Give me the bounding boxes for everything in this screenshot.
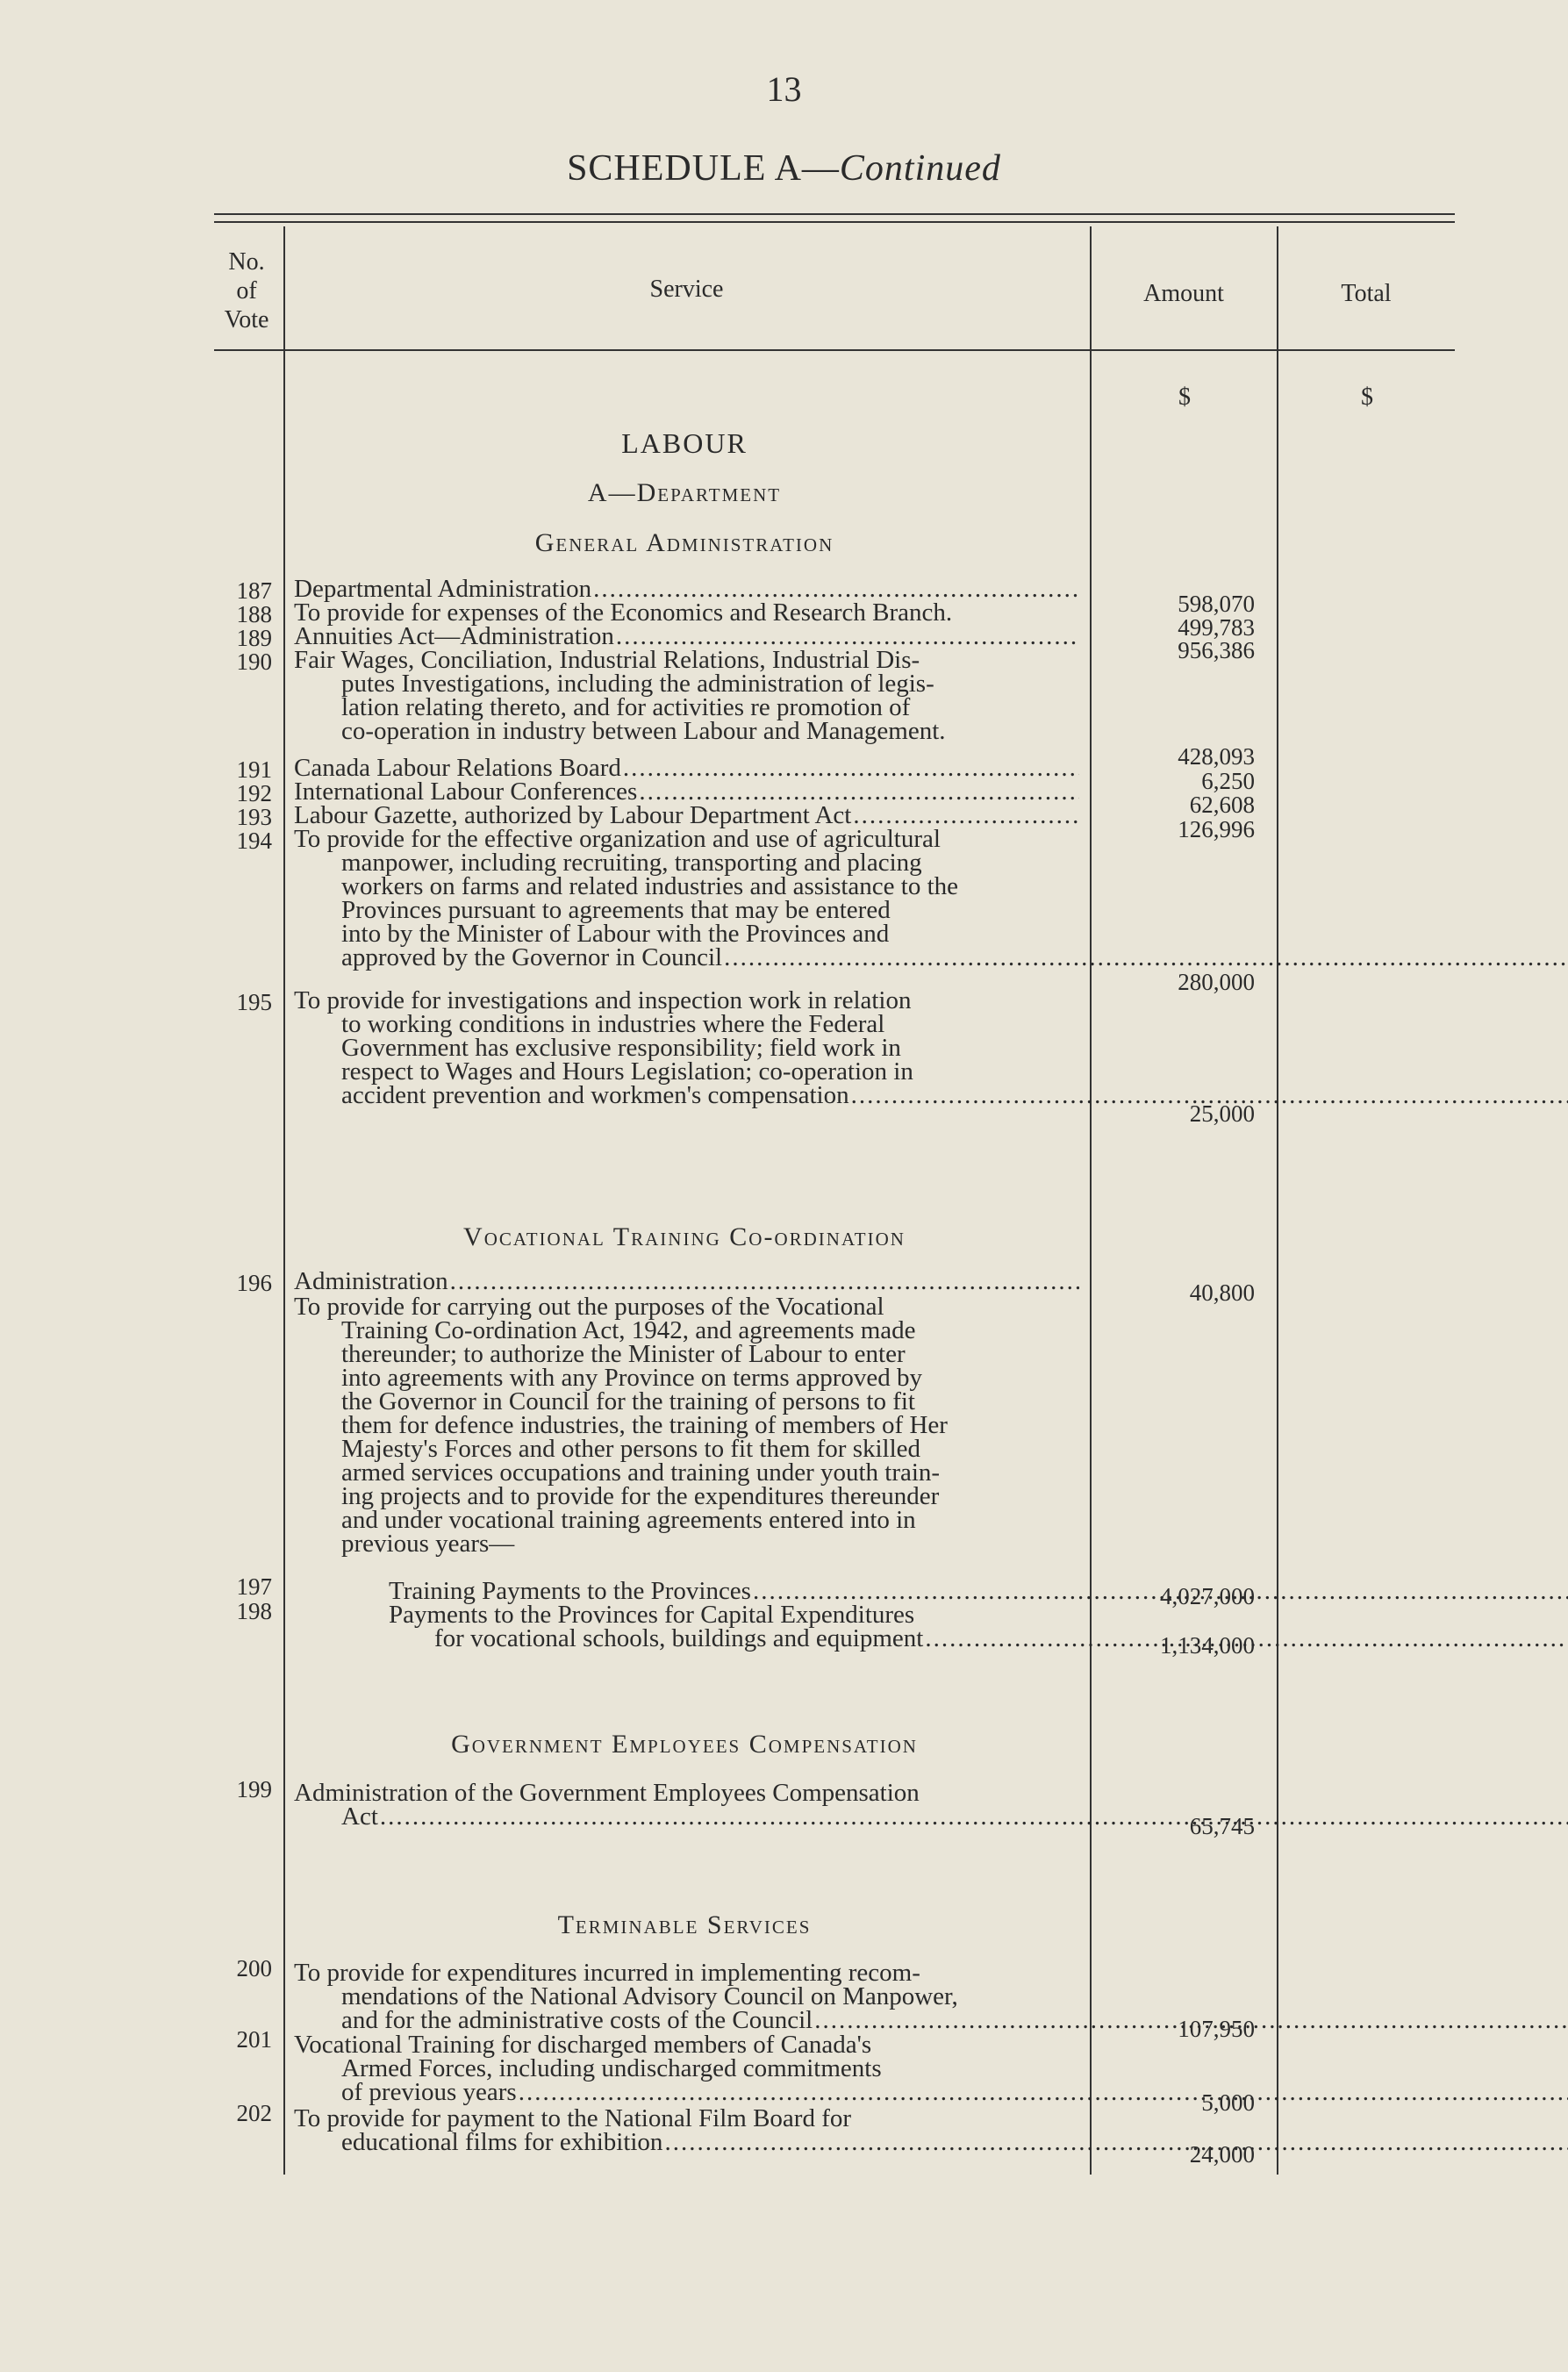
service-text: for vocational schools, buildings and equipment — [434, 1624, 924, 1652]
service-text: putes Investigations, including the administration of legis- — [341, 670, 934, 698]
service-text: workers on farms and related industries and assistance to the — [341, 872, 959, 900]
service-text: respect to Wages and Hours Legislation; co-operation in — [341, 1057, 913, 1086]
service-text: them for defence industries, the training of members of Her — [341, 1411, 948, 1439]
service-text: Departmental Administration — [294, 575, 592, 603]
header-service: Service — [649, 276, 724, 303]
service-text: To provide for expenditures incurred in implementing recom- — [294, 1959, 920, 1987]
amount-value: 5,000 — [1201, 2089, 1255, 2116]
service-text: and for the administrative costs of the Council — [341, 2006, 813, 2034]
service-text: Armed Forces, including undischarged commitments — [341, 2054, 882, 2082]
amount-value: 428,093 — [1178, 743, 1255, 770]
vote-number: 193 — [236, 804, 272, 830]
service-item — [294, 2104, 1079, 2156]
vote-number: 187 — [236, 577, 272, 604]
service-text: manpower, including recruiting, transporting and placing — [341, 849, 922, 877]
service-text: into by the Minister of Labour with the Provinces and — [341, 920, 890, 948]
service-text: to working conditions in industries where the Federal — [341, 1010, 885, 1038]
header-amount: Amount — [1143, 280, 1224, 307]
vote-number: 195 — [236, 989, 272, 1015]
vote-number: 188 — [236, 601, 272, 627]
service-item — [294, 986, 1079, 1109]
service-text: Administration — [294, 1267, 448, 1295]
service-text: To provide for expenses of the Economics and Research Branch. — [294, 598, 953, 627]
service-item — [294, 780, 1079, 804]
col-sep-1 — [283, 226, 285, 2175]
amount-value: 40,800 — [1189, 1279, 1255, 1306]
service-text: mendations of the National Advisory Council on Manpower, — [341, 1982, 958, 2010]
service-item — [294, 646, 1079, 745]
amount-value: 24,000 — [1189, 2141, 1255, 2168]
vote-number: 190 — [236, 649, 272, 675]
vote-number: 197 — [236, 1573, 272, 1600]
section-vocational: Vocational Training Co-ordination — [463, 1222, 906, 1251]
service-item — [294, 577, 1079, 601]
header-vote — [207, 247, 286, 334]
service-text: the Governor in Council for the training of persons to fit — [341, 1387, 915, 1415]
section-gov-employees: Government Employees Compensation — [451, 1730, 918, 1759]
amount-value: 126,996 — [1178, 816, 1255, 842]
service-item — [294, 598, 1079, 627]
vote-number: 202 — [236, 2100, 272, 2126]
top-rule-2 — [214, 221, 1455, 223]
title-continued: Continued — [839, 148, 1001, 189]
service-text: approved by the Governor in Council — [341, 943, 723, 971]
service-text: accident prevention and workmen's compensation — [341, 1081, 849, 1109]
header-vote-line-3: Vote — [224, 306, 269, 333]
header-vote-line-2: of — [236, 277, 257, 305]
service-text: International Labour Conferences — [294, 778, 638, 806]
top-rule-1 — [214, 213, 1455, 215]
header-vote-line-1: No. — [228, 248, 265, 276]
amount-value: 956,386 — [1178, 637, 1255, 663]
section-labour: LABOUR — [621, 427, 748, 459]
amount-currency: $ — [1178, 383, 1191, 411]
section-department: A—Department — [587, 478, 782, 507]
service-item — [294, 1603, 1079, 1651]
vote-number: 192 — [236, 780, 272, 806]
page-title — [0, 147, 1568, 190]
vote-number: 191 — [236, 756, 272, 783]
amount-value: 25,000 — [1189, 1100, 1255, 1127]
service-item — [294, 1295, 1079, 1556]
service-text: Payments to the Provinces for Capital Expenditures — [389, 1601, 915, 1629]
amount-value: 4,027,000 — [1160, 1583, 1255, 1609]
service-item — [294, 801, 1079, 829]
service-text: To provide for investigations and inspection work in relation — [294, 986, 912, 1014]
section-general-admin: General Administration — [534, 528, 834, 557]
section-terminable: Terminable Services — [557, 1910, 812, 1939]
page-number: 13 — [766, 69, 802, 109]
service-text: lation relating thereto, and for activities re promotion of — [341, 693, 911, 721]
vote-number: 199 — [236, 1776, 272, 1802]
service-text: To provide for payment to the National Film Board for — [294, 2104, 852, 2132]
vote-number: 201 — [236, 2026, 272, 2053]
service-text: Training Co-ordination Act, 1942, and agreements made — [341, 1316, 916, 1344]
service-text: Fair Wages, Conciliation, Industrial Relations, Industrial Dis- — [294, 646, 920, 674]
service-item — [294, 756, 1079, 780]
service-text: previous years— — [341, 1530, 515, 1558]
service-text: educational films for exhibition — [341, 2128, 663, 2156]
vote-number: 200 — [236, 1955, 272, 1981]
service-text: Labour Gazette, authorized by Labour Department Act — [294, 801, 852, 829]
service-text: Majesty's Forces and other persons to fit them for skilled — [341, 1435, 921, 1463]
service-text: Administration of the Government Employees Compensation — [294, 1779, 920, 1807]
vote-number: 198 — [236, 1598, 272, 1624]
header-rule — [214, 349, 1455, 351]
vote-number: 189 — [236, 625, 272, 651]
service-text: Provinces pursuant to agreements that may be entered — [341, 896, 891, 924]
col-sep-3 — [1277, 226, 1278, 2175]
service-item — [294, 825, 1079, 971]
vote-number: 194 — [236, 828, 272, 854]
title-main: SCHEDULE A— — [567, 148, 840, 189]
service-text: armed services occupations and training under youth train- — [341, 1458, 941, 1487]
service-text: of previous years — [341, 2078, 517, 2106]
amount-value: 280,000 — [1178, 969, 1255, 995]
service-text: Canada Labour Relations Board — [294, 754, 621, 782]
service-item — [294, 1577, 1079, 1605]
amount-value: 1,134,000 — [1160, 1632, 1255, 1659]
service-text: into agreements with any Province on terms approved by — [341, 1364, 923, 1392]
service-item — [294, 1961, 1079, 2032]
service-text: and under vocational training agreements entered into in — [341, 1506, 916, 1534]
service-text: Government has exclusive responsibility; field work in — [341, 1034, 901, 1062]
vote-number: 196 — [236, 1270, 272, 1296]
service-text: Annuities Act—Administration — [294, 622, 614, 650]
amount-value: 6,250 — [1201, 768, 1255, 794]
header-total: Total — [1341, 280, 1392, 307]
service-text: co-operation in industry between Labour and Management. — [341, 717, 946, 745]
service-text: To provide for the effective organization and use of agricultural — [294, 825, 941, 853]
col-sep-2 — [1090, 226, 1092, 2175]
service-text: Vocational Training for discharged members of Canada's — [294, 2031, 872, 2059]
service-item — [294, 622, 1079, 650]
amount-value: 107,950 — [1178, 2016, 1255, 2042]
service-item — [294, 2033, 1079, 2104]
service-text: Training Payments to the Provinces — [389, 1577, 751, 1605]
amount-value: 598,070 — [1178, 591, 1255, 617]
amount-value: 65,745 — [1189, 1813, 1255, 1839]
amount-value: 499,783 — [1178, 614, 1255, 641]
total-currency: $ — [1361, 383, 1373, 411]
amount-value: 62,608 — [1189, 792, 1255, 818]
service-text: ing projects and to provide for the expenditures thereunder — [341, 1482, 940, 1510]
service-item — [294, 1781, 1079, 1829]
service-text: thereunder; to authorize the Minister of Labour to enter — [341, 1340, 906, 1368]
service-text: Act — [341, 1802, 378, 1831]
service-item — [294, 1267, 1079, 1295]
service-text: To provide for carrying out the purposes of the Vocational — [294, 1293, 884, 1321]
